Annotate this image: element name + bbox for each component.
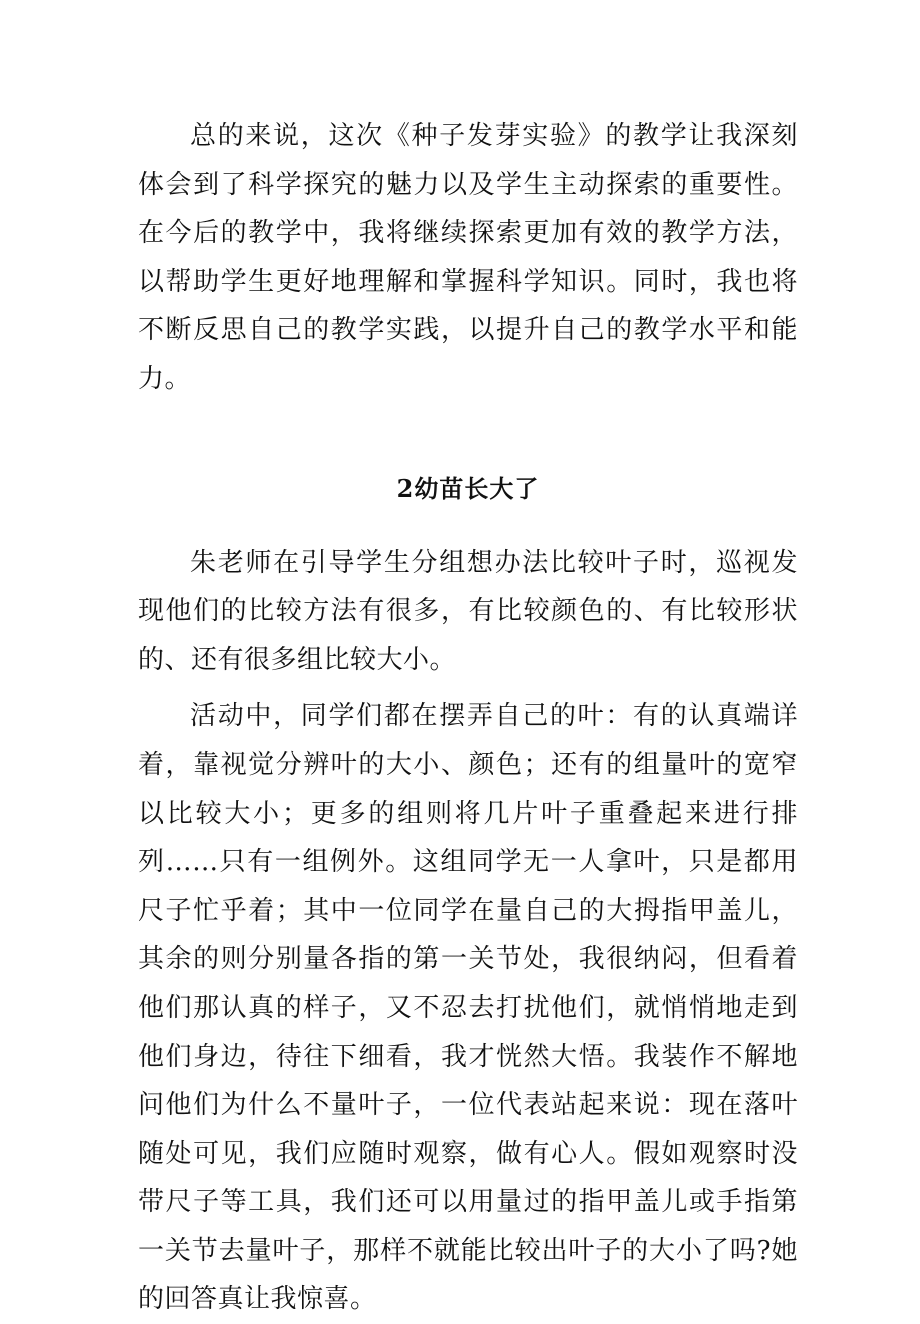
paragraph-leaf-comparison: 朱老师在引导学生分组想办法比较叶子时，巡视发现他们的比较方法有很多，有比较颜色的、有比较形状的、还有很多组比较大小。 [138,547,798,675]
section-heading: 2幼苗长大了 [396,473,540,503]
document-page [138,112,798,1324]
paragraph-activity: 活动中，同学们都在摆弄自己的叶：有的认真端详着，靠视觉分辨叶的大小、颜色；还有的组量叶的宽窄以比较大小；更多的组则将几片叶子重叠起来进行排列……只有一组例外。这组同学无一人拿叶，只是都用尺子忙乎着；其中一位同学在量自己的大拇指甲盖儿，其余的则分别量各指的第一关节处，我很纳闷，但看着他们那认真的样子，又不忍去打扰他们，就悄悄地走到他们身边，待往下细看，我才恍然大悟。我装作不解地问他们为什么不量叶子，一位代表站起来说：现在落叶随处可见，我们应随时观察，做有心人。假如观察时没带尺子等工具，我们还可以用量过的指甲盖儿或手指第一关节去量叶子，那样不就能比较出叶子的大小了吗?她的回答真让我惊喜。 [138,701,798,1315]
paragraph-summary: 总的来说，这次《种子发芽实验》的教学让我深刻体会到了科学探究的魅力以及学生主动探索的重要性。在今后的教学中，我将继续探索更加有效的教学方法，以帮助学生更好地理解和掌握科学知识。同时，我也将不断反思自己的教学实践，以提升自己的教学水平和能力。 [138,121,798,394]
